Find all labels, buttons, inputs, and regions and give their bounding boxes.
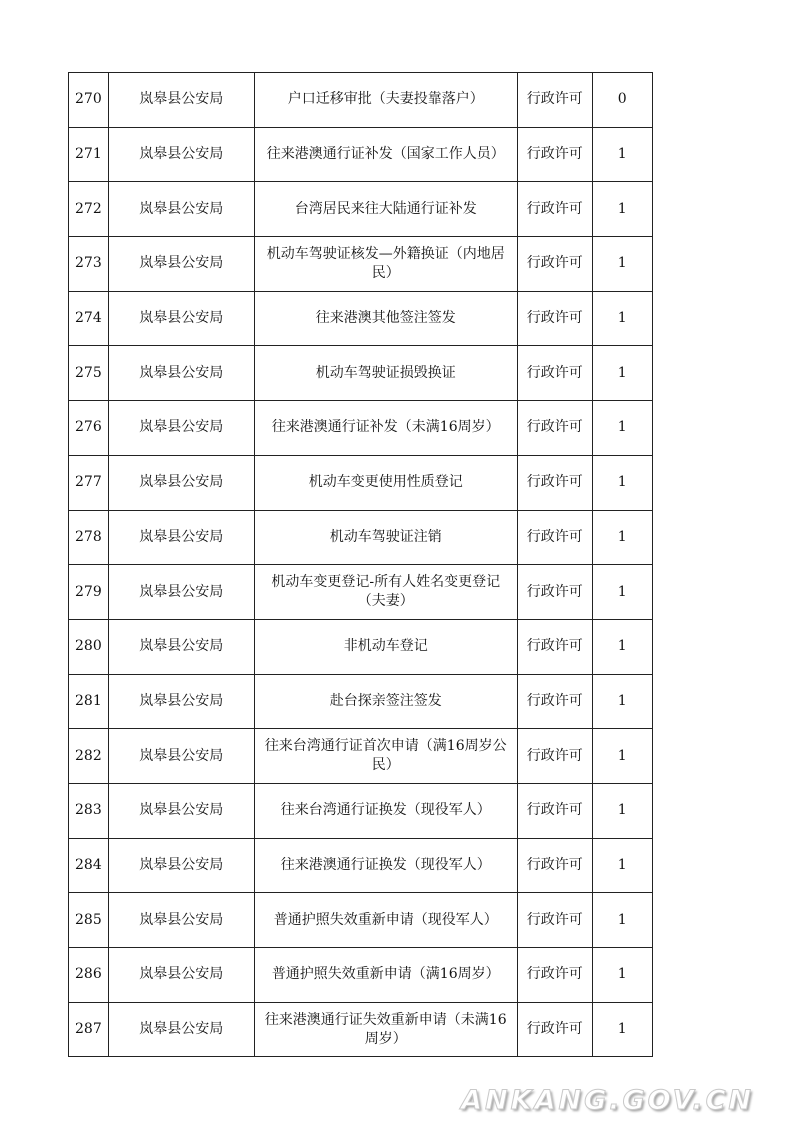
service-item: 普通护照失效重新申请（现役军人） bbox=[254, 893, 517, 948]
service-type: 行政许可 bbox=[517, 237, 592, 292]
row-number: 282 bbox=[69, 729, 109, 784]
service-type: 行政许可 bbox=[517, 893, 592, 948]
site-watermark: ANKANG.GOV.CN bbox=[461, 1085, 754, 1116]
department: 岚皋县公安局 bbox=[108, 401, 254, 456]
service-item: 台湾居民来往大陆通行证补发 bbox=[254, 182, 517, 237]
row-number: 280 bbox=[69, 619, 109, 674]
department: 岚皋县公安局 bbox=[108, 1002, 254, 1057]
department: 岚皋县公安局 bbox=[108, 948, 254, 1003]
service-type: 行政许可 bbox=[517, 674, 592, 729]
service-type: 行政许可 bbox=[517, 783, 592, 838]
department: 岚皋县公安局 bbox=[108, 73, 254, 128]
item-count: 0 bbox=[592, 73, 652, 128]
item-count: 1 bbox=[592, 1002, 652, 1057]
service-type: 行政许可 bbox=[517, 1002, 592, 1057]
item-count: 1 bbox=[592, 182, 652, 237]
item-count: 1 bbox=[592, 674, 652, 729]
records-table bbox=[68, 72, 653, 1057]
table-row bbox=[69, 455, 653, 510]
service-item: 普通护照失效重新申请（满16周岁） bbox=[254, 948, 517, 1003]
item-count: 1 bbox=[592, 729, 652, 784]
department: 岚皋县公安局 bbox=[108, 729, 254, 784]
row-number: 271 bbox=[69, 127, 109, 182]
department: 岚皋县公安局 bbox=[108, 182, 254, 237]
department: 岚皋县公安局 bbox=[108, 674, 254, 729]
service-item: 往来港澳通行证失效重新申请（未满16周岁） bbox=[254, 1002, 517, 1057]
department: 岚皋县公安局 bbox=[108, 838, 254, 893]
service-item: 往来台湾通行证换发（现役军人） bbox=[254, 783, 517, 838]
item-count: 1 bbox=[592, 619, 652, 674]
service-item: 往来港澳通行证补发（国家工作人员） bbox=[254, 127, 517, 182]
item-count: 1 bbox=[592, 948, 652, 1003]
service-type: 行政许可 bbox=[517, 838, 592, 893]
table-row bbox=[69, 401, 653, 456]
service-item: 往来港澳通行证补发（未满16周岁） bbox=[254, 401, 517, 456]
item-count: 1 bbox=[592, 291, 652, 346]
item-count: 1 bbox=[592, 893, 652, 948]
row-number: 284 bbox=[69, 838, 109, 893]
department: 岚皋县公安局 bbox=[108, 510, 254, 565]
service-type: 行政许可 bbox=[517, 127, 592, 182]
item-count: 1 bbox=[592, 783, 652, 838]
item-count: 1 bbox=[592, 838, 652, 893]
row-number: 277 bbox=[69, 455, 109, 510]
service-type: 行政许可 bbox=[517, 73, 592, 128]
service-type: 行政许可 bbox=[517, 346, 592, 401]
table-row bbox=[69, 838, 653, 893]
service-item: 往来港澳通行证换发（现役军人） bbox=[254, 838, 517, 893]
service-item: 机动车驾驶证注销 bbox=[254, 510, 517, 565]
department: 岚皋县公安局 bbox=[108, 565, 254, 620]
service-item: 户口迁移审批（夫妻投靠落户） bbox=[254, 73, 517, 128]
service-item: 赴台探亲签注签发 bbox=[254, 674, 517, 729]
department: 岚皋县公安局 bbox=[108, 783, 254, 838]
service-type: 行政许可 bbox=[517, 510, 592, 565]
department: 岚皋县公安局 bbox=[108, 291, 254, 346]
service-type: 行政许可 bbox=[517, 729, 592, 784]
department: 岚皋县公安局 bbox=[108, 893, 254, 948]
service-item: 往来港澳其他签注签发 bbox=[254, 291, 517, 346]
table-row bbox=[69, 619, 653, 674]
item-count: 1 bbox=[592, 127, 652, 182]
service-type: 行政许可 bbox=[517, 619, 592, 674]
department: 岚皋县公安局 bbox=[108, 346, 254, 401]
table-row bbox=[69, 783, 653, 838]
row-number: 274 bbox=[69, 291, 109, 346]
row-number: 286 bbox=[69, 948, 109, 1003]
service-type: 行政许可 bbox=[517, 401, 592, 456]
table-row bbox=[69, 1002, 653, 1057]
table-row bbox=[69, 346, 653, 401]
service-item: 非机动车登记 bbox=[254, 619, 517, 674]
item-count: 1 bbox=[592, 455, 652, 510]
service-item: 机动车变更使用性质登记 bbox=[254, 455, 517, 510]
item-count: 1 bbox=[592, 565, 652, 620]
table-row bbox=[69, 893, 653, 948]
service-item: 机动车驾驶证损毁换证 bbox=[254, 346, 517, 401]
table-row bbox=[69, 291, 653, 346]
item-count: 1 bbox=[592, 237, 652, 292]
table-row bbox=[69, 73, 653, 128]
service-item: 往来台湾通行证首次申请（满16周岁公民） bbox=[254, 729, 517, 784]
service-type: 行政许可 bbox=[517, 291, 592, 346]
service-type: 行政许可 bbox=[517, 455, 592, 510]
row-number: 279 bbox=[69, 565, 109, 620]
service-item: 机动车驾驶证核发—外籍换证（内地居民） bbox=[254, 237, 517, 292]
table-row bbox=[69, 237, 653, 292]
row-number: 272 bbox=[69, 182, 109, 237]
service-item: 机动车变更登记-所有人姓名变更登记（夫妻） bbox=[254, 565, 517, 620]
service-type: 行政许可 bbox=[517, 948, 592, 1003]
department: 岚皋县公安局 bbox=[108, 619, 254, 674]
table-row bbox=[69, 948, 653, 1003]
row-number: 278 bbox=[69, 510, 109, 565]
service-type: 行政许可 bbox=[517, 565, 592, 620]
table-row bbox=[69, 565, 653, 620]
table-row bbox=[69, 127, 653, 182]
item-count: 1 bbox=[592, 510, 652, 565]
row-number: 281 bbox=[69, 674, 109, 729]
table-row bbox=[69, 182, 653, 237]
department: 岚皋县公安局 bbox=[108, 237, 254, 292]
row-number: 273 bbox=[69, 237, 109, 292]
department: 岚皋县公安局 bbox=[108, 127, 254, 182]
row-number: 283 bbox=[69, 783, 109, 838]
table-row bbox=[69, 510, 653, 565]
table-row bbox=[69, 674, 653, 729]
row-number: 276 bbox=[69, 401, 109, 456]
item-count: 1 bbox=[592, 346, 652, 401]
row-number: 275 bbox=[69, 346, 109, 401]
row-number: 270 bbox=[69, 73, 109, 128]
service-type: 行政许可 bbox=[517, 182, 592, 237]
row-number: 285 bbox=[69, 893, 109, 948]
department: 岚皋县公安局 bbox=[108, 455, 254, 510]
item-count: 1 bbox=[592, 401, 652, 456]
row-number: 287 bbox=[69, 1002, 109, 1057]
table-row bbox=[69, 729, 653, 784]
